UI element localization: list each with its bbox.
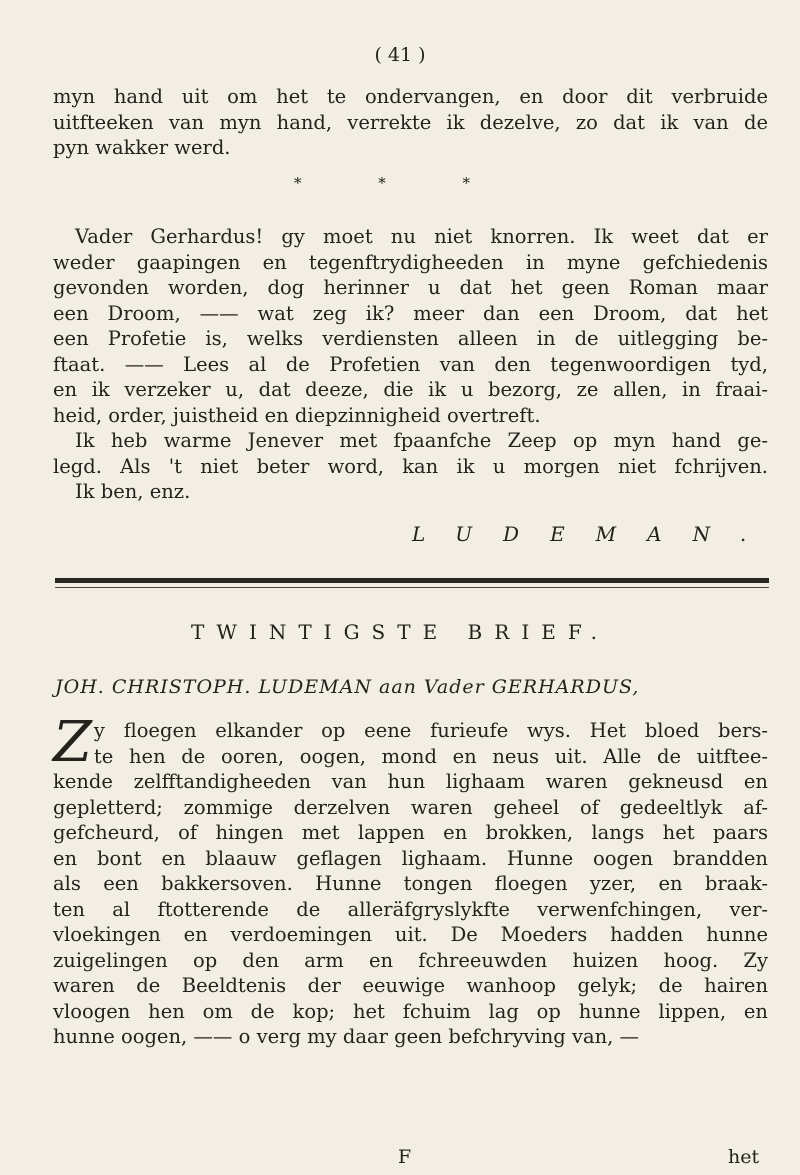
text-line: myn hand uit om het te ondervangen, en door dit verbruide: [53, 85, 768, 108]
text-line: Ik ben, enz.: [75, 480, 191, 503]
paragraph-2: [53, 224, 768, 428]
letter-title: TWINTIGSTE BRIEF.: [191, 620, 609, 644]
text-line: ftaat. —— Lees al de Profetien van den tegenwoordigen tyd,: [53, 352, 768, 376]
text-line: ten al ftotterende de alleräfgryslykfte verwenfchingen, ver-: [53, 897, 768, 921]
text-line: pyn wakker werd.: [53, 136, 231, 159]
text-line: Ik heb warme Jenever met fpaanfche Zeep op myn hand ge-: [75, 429, 768, 452]
drop-cap: Z: [53, 710, 92, 775]
text-line: hunne oogen, —— o verg my daar geen befchryving van, —: [53, 1025, 640, 1048]
text-line: gepletterd; zommige derzelven waren geheel of gedeeltlyk af-: [53, 795, 768, 819]
divider-rule: [55, 578, 769, 583]
paragraph-1: [53, 84, 768, 161]
paragraph-3: [53, 428, 768, 505]
text-line: uitfteeken van myn hand, verrekte ik dezelve, zo dat ik van de: [53, 110, 768, 134]
text-line: Vader Gerhardus! gy moet nu niet knorren. Ik weet dat er: [75, 225, 768, 248]
signature: LUDEMAN.: [412, 522, 778, 546]
text-line: legd. Als 't niet beter word, kan ik u morgen niet fchrijven.: [53, 454, 768, 478]
text-line: en bont en blaauw geflagen lighaam. Hunne oogen brandden: [53, 846, 768, 870]
signature-mark: F: [398, 1146, 412, 1168]
text-line: vloekingen en verdoemingen uit. De Moeders hadden hunne: [53, 923, 768, 946]
text-line: gefcheurd, of hingen met lappen en brokken, langs het paars: [53, 821, 768, 844]
text-line: een Droom, —— wat zeg ik? meer dan een Droom, dat het: [53, 301, 768, 325]
text-line: en ik verzeker u, dat deeze, die ik u bezorg, ze allen, in fraai-: [53, 378, 768, 401]
text-line: kende zelfftandigheeden van hun lighaam waren gekneusd en: [53, 770, 768, 793]
text-line: y floegen elkander op eene furieufe wys. Het bloed bers-: [93, 719, 768, 742]
divider-rule-thin: [55, 587, 769, 588]
text-line: zuigelingen op den arm en fchreeuwden huizen hoog. Zy: [53, 948, 768, 972]
paragraph-4: [53, 710, 768, 1050]
text-line: te hen de ooren, oogen, mond en neus uit. Alle de uitftee-: [93, 744, 768, 768]
text-line: een Profetie is, welks verdiensten alleen in de uitlegging be-: [53, 327, 768, 350]
text-line: waren de Beeldtenis der eeuwige wanhoop gelyk; de hairen: [53, 974, 768, 997]
text-line: gevonden worden, dog herinner u dat het geen Roman maar: [53, 276, 768, 299]
section-stars: * * *: [293, 174, 507, 192]
text-line: vloogen hen om de kop; het fchuim lag op hunne lippen, en: [53, 999, 768, 1023]
letter-subtitle: JOH. CHRISTOPH. LUDEMAN aan Vader GERHARDUS,: [55, 676, 640, 698]
page-number: ( 41 ): [374, 44, 426, 66]
text-line: weder gaapingen en tegenftrydigheeden in myne gefchiedenis: [53, 250, 768, 274]
text-line: als een bakkersoven. Hunne tongen floegen yzer, en braak-: [53, 872, 768, 895]
text-line: heid, order, juistheid en diepzinnigheid overtreft.: [53, 403, 541, 427]
catchword: het: [728, 1146, 760, 1168]
